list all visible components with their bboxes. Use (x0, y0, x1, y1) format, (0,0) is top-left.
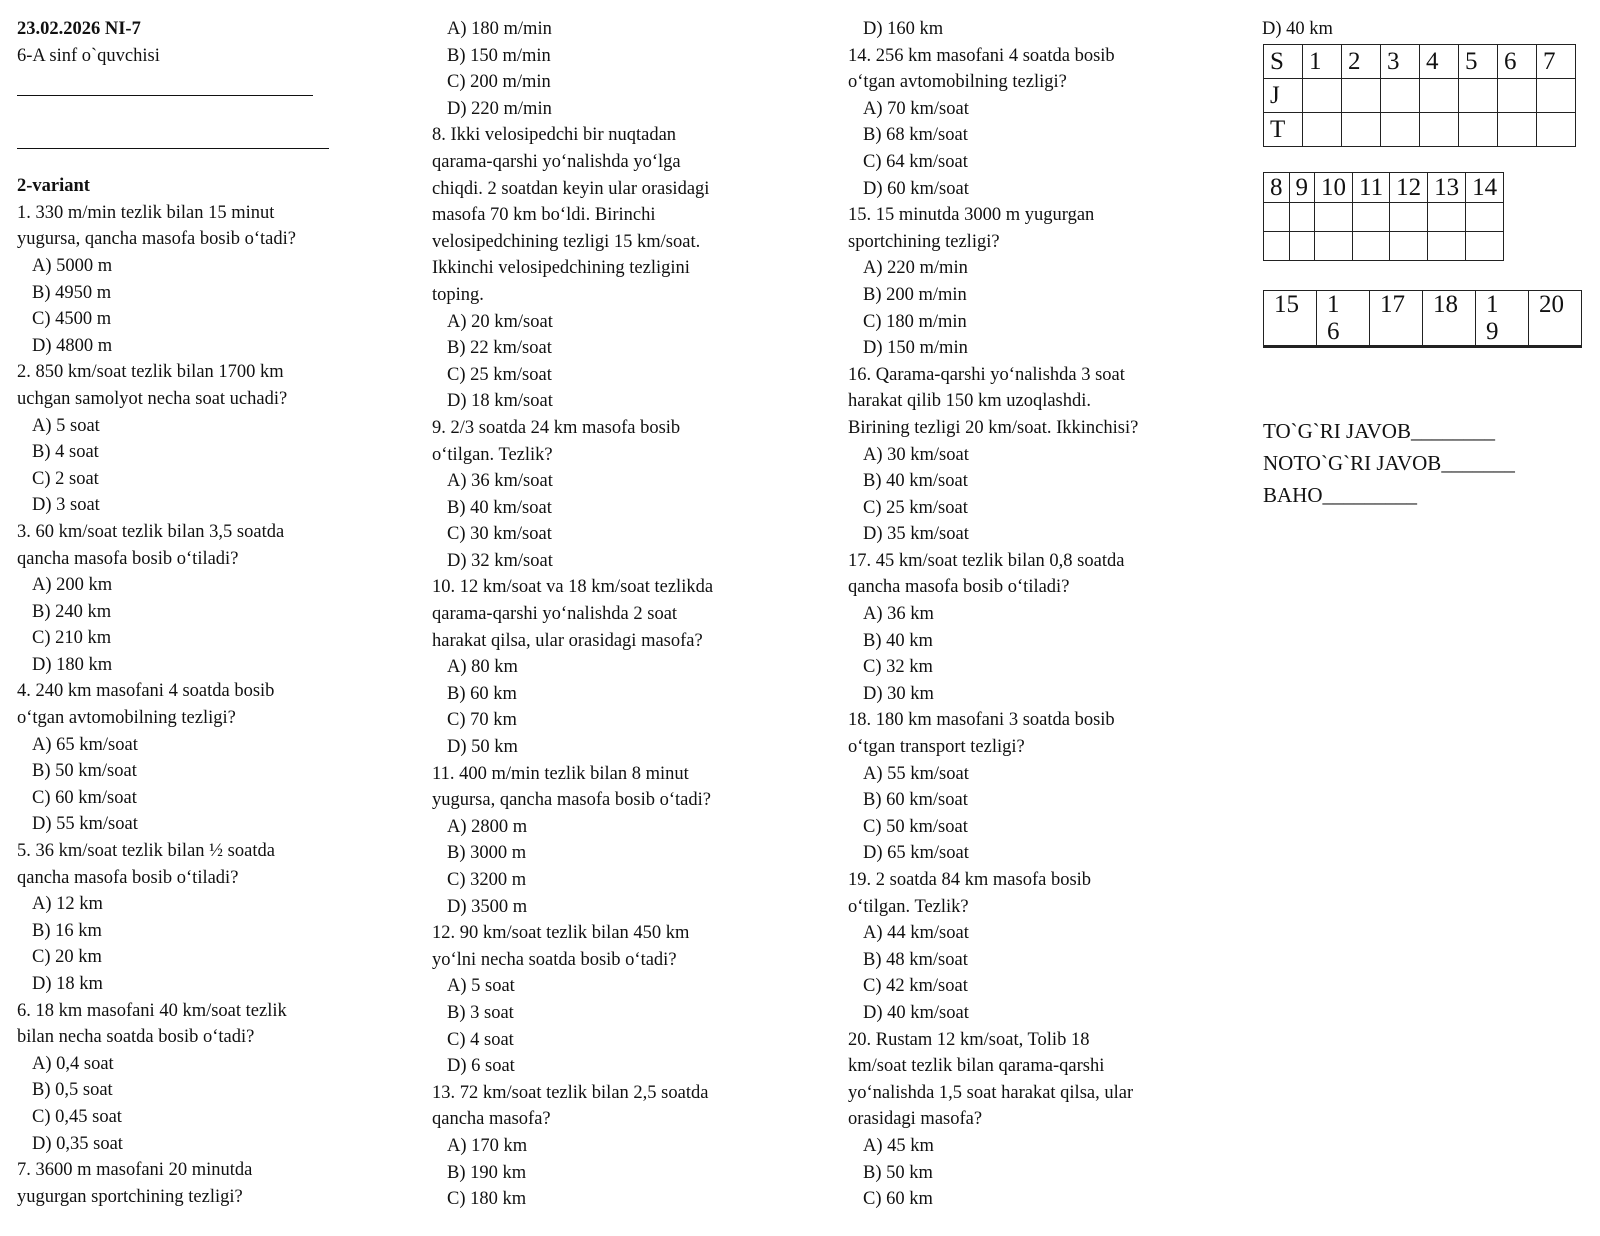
option-line: A) 5000 m (32, 255, 113, 276)
question-text: 6. 18 km masofani 40 km/soat tezlik (17, 1000, 287, 1021)
questions-col2 (432, 16, 752, 1213)
question-text: 20. Rustam 12 km/soat, Tolib 18 (848, 1029, 1090, 1050)
option-line: C) 60 km (863, 1189, 933, 1210)
question-text: 9. 2/3 soatda 24 km masofa bosib (432, 417, 681, 438)
question-text: 10. 12 km/soat va 18 km/soat tezlikda (432, 577, 714, 598)
option-line: B) 48 km/soat (863, 949, 968, 970)
correct-answers-line: TO`G`RI JAVOB________ (1263, 419, 1495, 443)
question-text: velosipedchining tezligi 15 km/soat. (432, 231, 701, 252)
answer-cell (1303, 79, 1342, 113)
question-block (848, 362, 1193, 548)
option-line: B) 22 km/soat (447, 338, 552, 359)
table-header-cell: 7 (1537, 45, 1576, 79)
answer-table-3 (1263, 290, 1582, 348)
table-row-t (1264, 113, 1576, 147)
table-row (1264, 203, 1504, 232)
grade-line: BAHO_________ (1263, 483, 1418, 507)
option-line: C) 25 km/soat (447, 364, 552, 385)
answer-cell (1428, 203, 1466, 232)
answer-cell (1390, 232, 1428, 261)
questions-col1 (17, 200, 337, 1211)
answer-cell (1289, 232, 1315, 261)
option-line: A) 20 km/soat (447, 311, 553, 332)
option-line: B) 50 km (863, 1162, 933, 1183)
question-text: 1. 330 m/min tezlik bilan 15 minut (17, 202, 275, 223)
option-line: C) 180 m/min (863, 311, 967, 332)
row-label-cell: T (1264, 113, 1303, 147)
question-block (17, 359, 337, 519)
question-text: 5. 36 km/soat tezlik bilan ½ soatda (17, 841, 275, 862)
question-block (848, 43, 1193, 203)
option-line: A) 55 km/soat (863, 763, 969, 784)
option-line: C) 210 km (32, 628, 112, 649)
question-text: qancha masofa bosib o‘tiladi? (17, 867, 239, 888)
option-line: A) 180 m/min (447, 19, 552, 39)
option-line: D) 40 km/soat (863, 1002, 969, 1023)
question-text: km/soat tezlik bilan qarama-qarshi (848, 1056, 1105, 1077)
option-line: A) 36 km/soat (447, 471, 553, 492)
question-text: 12. 90 km/soat tezlik bilan 450 km (432, 923, 690, 944)
option-line: D) 60 km/soat (863, 178, 969, 199)
option-line: C) 4500 m (32, 309, 112, 330)
question-text: o‘tilgan. Tezlik? (432, 444, 553, 465)
option-line: B) 190 km (447, 1162, 527, 1183)
answer-cell (1370, 347, 1423, 348)
answer-cell (1264, 347, 1317, 348)
option-line: C) 30 km/soat (447, 524, 552, 545)
answer-cell (1342, 79, 1381, 113)
option-line: A) 30 km/soat (863, 444, 969, 465)
question-text: yo‘nalishda 1,5 soat harakat qilsa, ular (848, 1082, 1134, 1103)
table-header-cell: 17 (1370, 291, 1423, 346)
question-text: harakat qilsa, ular orasidagi masofa? (432, 630, 703, 651)
option-line: C) 70 km (447, 710, 517, 731)
question-text: 19. 2 soatda 84 km masofa bosib (848, 870, 1092, 890)
question-text: sportchining tezligi? (848, 231, 1000, 252)
option-line: D) 3500 m (447, 896, 528, 917)
question-text: masofa 70 km bo‘ldi. Birinchi (432, 205, 656, 226)
question-block (17, 200, 337, 360)
option-line: C) 180 km (447, 1189, 527, 1210)
table-header-cell: 14 (1466, 173, 1504, 203)
question-text: qarama-qarshi yo‘nalishda 2 soat (432, 604, 678, 625)
question-text: toping. (432, 284, 484, 305)
answer-cell (1459, 113, 1498, 147)
option-line: C) 2 soat (32, 468, 99, 489)
question-text: 4. 240 km masofani 4 soatda bosib (17, 681, 275, 702)
question-block (848, 707, 1193, 867)
option-line: A) 12 km (32, 894, 103, 915)
table-header-cell: S (1264, 45, 1303, 79)
question-text: 7. 3600 m masofani 20 minutda (17, 1160, 253, 1181)
question-text: 16. Qarama-qarshi yo‘nalishda 3 soat (848, 364, 1125, 385)
answer-cell (1476, 347, 1529, 348)
answer-cell (1537, 113, 1576, 147)
option-line: B) 4950 m (32, 282, 112, 303)
option-line: D) 40 km (1262, 19, 1333, 39)
option-line: B) 0,5 soat (32, 1080, 113, 1101)
table-header-cell: 10 (1315, 173, 1353, 203)
question-text: uchgan samolyot necha soat uchadi? (17, 388, 288, 409)
question-block (432, 920, 752, 1080)
question-block (848, 548, 1193, 708)
table-header-row (1264, 173, 1504, 203)
option-line: D) 18 km (32, 974, 103, 994)
option-line: C) 200 m/min (447, 72, 551, 93)
question-text: yugurgan sportchining tezligi? (17, 1186, 243, 1207)
name-blank-1 (17, 69, 313, 96)
option-line: A) 80 km (447, 657, 518, 678)
question-block (17, 678, 337, 838)
option-line: D) 6 soat (447, 1056, 515, 1077)
question-block (432, 415, 752, 575)
option-line: D) 55 km/soat (32, 814, 138, 835)
question-text: yo‘lni necha soatda bosib o‘tadi? (432, 949, 677, 970)
table-header-cell: 4 (1420, 45, 1459, 79)
question-text: 8. Ikki velosipedchi bir nuqtadan (432, 125, 677, 146)
answer-cell (1459, 79, 1498, 113)
option-line: C) 42 km/soat (863, 976, 968, 997)
table-row-j (1264, 79, 1576, 113)
answer-cell (1420, 79, 1459, 113)
question-block (848, 867, 1193, 1027)
answer-cell (1466, 232, 1504, 261)
question-block (432, 761, 752, 921)
question-block (848, 202, 1193, 362)
answer-cell (1428, 232, 1466, 261)
answer-cell (1289, 203, 1315, 232)
question-text: Ikkinchi velosipedchining tezligini (432, 258, 690, 279)
table-header-cell: 1 9 (1476, 291, 1529, 346)
option-line: C) 60 km/soat (32, 787, 137, 808)
option-line: B) 60 km (447, 683, 517, 704)
table-header-cell: 18 (1423, 291, 1476, 346)
question-block (17, 1157, 337, 1210)
option-line: A) 44 km/soat (863, 923, 969, 944)
answer-cell (1537, 79, 1576, 113)
answer-cell (1529, 347, 1582, 348)
option-line: A) 5 soat (32, 415, 100, 436)
option-line: C) 0,45 soat (32, 1106, 122, 1127)
name-blank-2 (17, 122, 329, 149)
option-line: B) 60 km/soat (863, 790, 968, 811)
option-line: A) 2800 m (447, 816, 528, 837)
option-line: C) 50 km/soat (863, 816, 968, 837)
option-line: B) 3 soat (447, 1002, 514, 1023)
question-text: chiqdi. 2 soatdan keyin ular orasidagi (432, 178, 710, 199)
option-line: A) 36 km (863, 604, 934, 625)
question-text: o‘tilgan. Tezlik? (848, 896, 969, 917)
question-block (17, 838, 337, 998)
option-line: B) 150 m/min (447, 45, 551, 66)
table-header-cell: 11 (1353, 173, 1390, 203)
answer-cell (1315, 203, 1353, 232)
question-text: 14. 256 km masofani 4 soatda bosib (848, 45, 1115, 66)
option-line: B) 3000 m (447, 843, 527, 864)
option-line: D) 18 km/soat (447, 391, 553, 412)
option-line: C) 64 km/soat (863, 151, 968, 172)
question-text: 11. 400 m/min tezlik bilan 8 minut (432, 763, 689, 784)
question-block (848, 16, 1193, 43)
question-text: o‘tgan avtomobilning tezligi? (848, 72, 1067, 93)
wrong-answers-line: NOTO`G`RI JAVOB_______ (1263, 451, 1515, 475)
column-4 (1262, 16, 1597, 43)
class-line: 6-A sinf o`quvchisi (17, 45, 160, 66)
answer-table-2 (1263, 172, 1504, 261)
option-line: D) 30 km (863, 683, 934, 704)
option-line: B) 40 km/soat (447, 497, 552, 518)
question-text: qarama-qarshi yo‘nalishda yo‘lga (432, 151, 681, 172)
answer-cell (1317, 347, 1370, 348)
option-line: D) 0,35 soat (32, 1133, 123, 1154)
answer-table-1 (1263, 44, 1576, 147)
answer-cell (1381, 113, 1420, 147)
option-line: A) 220 m/min (863, 258, 968, 279)
question-block (432, 574, 752, 760)
table-header-cell: 5 (1459, 45, 1498, 79)
question-text: qancha masofa bosib o‘tiladi? (848, 577, 1070, 598)
column-1 (17, 16, 337, 1210)
variant-label: 2-variant (17, 176, 90, 197)
question-text: 17. 45 km/soat tezlik bilan 0,8 soatda (848, 550, 1125, 571)
question-block (848, 1027, 1193, 1213)
answer-cell (1264, 232, 1290, 261)
option-line: D) 220 m/min (447, 98, 552, 119)
option-line: B) 40 km/soat (863, 471, 968, 492)
table-header-row (1264, 291, 1582, 346)
option-line: A) 200 km (32, 575, 113, 596)
answer-cell (1303, 113, 1342, 147)
column-2 (432, 16, 752, 1213)
question-block (17, 519, 337, 679)
table-header-cell: 6 (1498, 45, 1537, 79)
answer-cell (1342, 113, 1381, 147)
question-block (17, 998, 337, 1158)
table-row (1264, 232, 1504, 261)
option-line: C) 32 km (863, 657, 933, 678)
question-text: harakat qilib 150 km uzoqlashdi. (848, 391, 1092, 412)
answer-cell (1381, 79, 1420, 113)
question-text: 3. 60 km/soat tezlik bilan 3,5 soatda (17, 521, 285, 542)
answer-cell (1423, 347, 1476, 348)
question-text: yugursa, qancha masofa bosib o‘tadi? (17, 229, 296, 250)
table-header-cell: 8 (1264, 173, 1290, 203)
answer-cell (1315, 232, 1353, 261)
option-line: B) 68 km/soat (863, 125, 968, 146)
option-line: C) 25 km/soat (863, 497, 968, 518)
option-line: A) 5 soat (447, 976, 515, 997)
table-header-cell: 15 (1264, 291, 1317, 346)
table-header-cell: 12 (1390, 173, 1428, 203)
question-text: yugursa, qancha masofa bosib o‘tadi? (432, 790, 711, 811)
question-block (432, 16, 752, 122)
option-line: D) 50 km (447, 737, 518, 758)
answer-cell (1353, 203, 1390, 232)
answer-cell (1498, 79, 1537, 113)
question-block (432, 122, 752, 415)
table-header-cell: 1 (1303, 45, 1342, 79)
option-line: D) 150 m/min (863, 338, 968, 359)
table-header-cell: 9 (1289, 173, 1315, 203)
option-line: C) 3200 m (447, 870, 527, 890)
option-line: B) 4 soat (32, 442, 99, 463)
table-header-row (1264, 45, 1576, 79)
option-line: A) 65 km/soat (32, 734, 138, 755)
answer-cell (1498, 113, 1537, 147)
question-text: o‘tgan avtomobilning tezligi? (17, 708, 236, 729)
table-header-cell: 1 6 (1317, 291, 1370, 346)
column-3 (848, 16, 1193, 1213)
option-line: C) 20 km (32, 947, 102, 968)
question-text: o‘tgan transport tezligi? (848, 737, 1025, 758)
option-line: A) 170 km (447, 1135, 528, 1156)
table-row (1264, 347, 1582, 348)
option-line: D) 160 km (863, 19, 944, 39)
row-label-cell: J (1264, 79, 1303, 113)
table-header-cell: 20 (1529, 291, 1582, 346)
table-header-cell: 3 (1381, 45, 1420, 79)
date-line: 23.02.2026 NI-7 (17, 19, 141, 39)
questions-col3 (848, 16, 1193, 1213)
answer-cell (1353, 232, 1390, 261)
question-text: bilan necha soatda bosib o‘tadi? (17, 1027, 255, 1048)
option-line: A) 45 km (863, 1135, 934, 1156)
answer-cell (1420, 113, 1459, 147)
option-line: A) 70 km/soat (863, 98, 969, 119)
question-text: qancha masofa bosib o‘tiladi? (17, 548, 239, 569)
question-text: orasidagi masofa? (848, 1109, 983, 1130)
question-text: qancha masofa? (432, 1109, 551, 1130)
option-line: B) 40 km (863, 630, 933, 651)
option-line: B) 240 km (32, 601, 112, 622)
question-block (432, 1080, 752, 1213)
table-header-cell: 2 (1342, 45, 1381, 79)
question-text: 15. 15 minutda 3000 m yugurgan (848, 205, 1095, 226)
answer-cell (1466, 203, 1504, 232)
option-line: D) 65 km/soat (863, 843, 969, 864)
option-line: B) 16 km (32, 920, 102, 941)
score-summary (1263, 415, 1515, 511)
option-line: A) 0,4 soat (32, 1053, 114, 1074)
option-line: B) 200 m/min (863, 284, 967, 305)
answer-cell (1264, 203, 1290, 232)
option-line: B) 50 km/soat (32, 761, 137, 782)
answer-cell (1390, 203, 1428, 232)
option-line: D) 35 km/soat (863, 524, 969, 545)
option-line: D) 180 km (32, 654, 113, 675)
option-line: D) 32 km/soat (447, 550, 553, 571)
question-text: 2. 850 km/soat tezlik bilan 1700 km (17, 362, 284, 383)
question-text: 13. 72 km/soat tezlik bilan 2,5 soatda (432, 1082, 709, 1103)
question-text: 18. 180 km masofani 3 soatda bosib (848, 710, 1115, 731)
table-header-cell: 13 (1428, 173, 1466, 203)
option-line: D) 4800 m (32, 335, 113, 356)
question-text: Birining tezligi 20 km/soat. Ikkinchisi? (848, 417, 1139, 438)
option-line: D) 3 soat (32, 495, 100, 516)
option-line: C) 4 soat (447, 1029, 514, 1050)
